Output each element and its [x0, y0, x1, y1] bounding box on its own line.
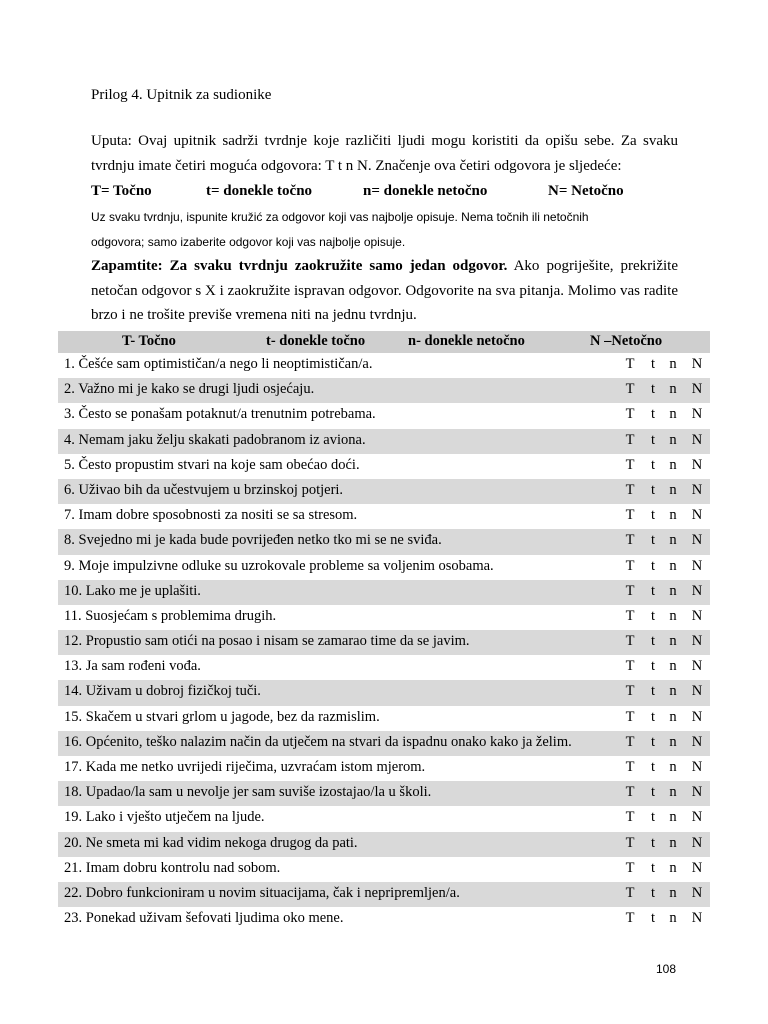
answer-option-true[interactable]: T: [625, 607, 635, 624]
answer-option-true[interactable]: T: [625, 582, 635, 599]
answer-option-somewhat-true[interactable]: t: [650, 381, 656, 398]
question-text: 7. Imam dobre sposobnosti za nositi se sa stresom.: [64, 507, 358, 524]
answer-option-false[interactable]: N: [691, 784, 703, 801]
answer-option-somewhat-false[interactable]: n: [669, 582, 677, 599]
answer-option-somewhat-true[interactable]: t: [650, 834, 656, 851]
header-true: T- Točno: [122, 333, 176, 349]
answer-option-somewhat-true[interactable]: t: [650, 759, 656, 775]
answer-option-somewhat-true[interactable]: t: [650, 532, 656, 549]
answer-option-somewhat-true[interactable]: t: [650, 683, 656, 700]
instructions-line-1: Uputa: Ovaj upitnik sadrži tvrdnje koje različiti ljudi mogu koristiti da opišu sebe. Za svaku: [91, 133, 678, 149]
answer-option-somewhat-true[interactable]: t: [650, 406, 656, 423]
question-text: 2. Važno mi je kako se drugi ljudi osjećaju.: [64, 381, 315, 398]
question-text: 11. Suosjećam s problemima drugih.: [64, 607, 277, 624]
answer-option-false[interactable]: N: [691, 456, 703, 473]
answer-option-false[interactable]: N: [691, 809, 703, 826]
answer-option-true[interactable]: T: [625, 859, 635, 876]
question-text: 8. Svejedno mi je kada bude povrijeđen netko tko mi se ne sviđa.: [64, 532, 442, 549]
remember-rest: Ako pogriješite, prekrižite netočan odgovor s X i zaokružite ispravan odgovor. Odgovorite na sva pitanja. Molimo vas radite brzo i ne trošite previše vremena niti na jednu tvrdnju.: [91, 258, 678, 323]
answer-option-true[interactable]: T: [625, 784, 635, 801]
table-row: [58, 403, 710, 428]
question-text: 17. Kada me netko uvrijedi riječima, uzvraćam istom mjerom.: [64, 759, 426, 775]
answer-option-somewhat-false[interactable]: n: [669, 381, 677, 398]
question-text: 23. Ponekad uživam šefovati ljudima oko mene.: [64, 910, 344, 927]
table-row: [58, 605, 710, 630]
question-text: 13. Ja sam rođeni vođa.: [64, 658, 201, 675]
question-text: 3. Često se ponašam potaknut/a trenutnim potrebama.: [64, 406, 376, 423]
answer-option-somewhat-false[interactable]: n: [669, 884, 677, 901]
answer-option-false[interactable]: N: [691, 507, 703, 524]
table-row: [58, 806, 710, 831]
table-row: [58, 353, 710, 378]
answer-option-false[interactable]: N: [691, 633, 703, 650]
answer-option-somewhat-true[interactable]: t: [650, 557, 656, 574]
answer-option-somewhat-true[interactable]: t: [650, 481, 656, 498]
table-row: [58, 630, 710, 655]
answer-option-true[interactable]: T: [625, 507, 635, 524]
question-text: 12. Propustio sam otići na posao i nisam se zamarao time da se javim.: [64, 633, 470, 650]
answer-option-somewhat-true[interactable]: t: [650, 507, 656, 524]
answer-option-true[interactable]: T: [625, 532, 635, 549]
table-row: [58, 429, 710, 454]
answer-option-somewhat-false[interactable]: n: [669, 633, 677, 650]
legend-false: N= Netočno: [548, 183, 624, 199]
answer-option-true[interactable]: T: [625, 356, 635, 372]
answer-option-somewhat-false[interactable]: n: [669, 683, 677, 700]
answer-option-false[interactable]: N: [691, 481, 703, 498]
answer-option-somewhat-false[interactable]: n: [669, 658, 677, 675]
answer-option-true[interactable]: T: [625, 884, 635, 901]
answer-option-false[interactable]: N: [691, 733, 703, 750]
table-row: [58, 378, 710, 403]
question-text: 16. Općenito, teško nalazim način da utječem na stvari da ispadnu onako kako ja želim.: [64, 733, 572, 750]
answer-option-somewhat-false[interactable]: n: [669, 708, 677, 725]
instructions-paragraph: [91, 129, 678, 178]
table-row: [58, 479, 710, 504]
answer-option-somewhat-true[interactable]: t: [650, 859, 656, 876]
answer-option-true[interactable]: T: [625, 557, 635, 574]
answer-option-somewhat-true[interactable]: t: [650, 733, 656, 750]
answer-option-false[interactable]: N: [691, 557, 703, 574]
table-row: [58, 706, 710, 731]
table-row: [58, 781, 710, 806]
answer-option-somewhat-false[interactable]: n: [669, 507, 677, 524]
note-line-1: Uz svaku tvrdnju, ispunite kružić za odgovor koji vas najbolje opisuje. Nema točnih ili netočnih: [91, 210, 589, 224]
header-somewhat-true: t- donekle točno: [266, 333, 366, 349]
answer-option-somewhat-false[interactable]: n: [669, 356, 677, 372]
table-row: [58, 454, 710, 479]
answer-option-false[interactable]: N: [691, 910, 703, 927]
answer-option-somewhat-true[interactable]: t: [650, 784, 656, 801]
answer-option-false[interactable]: N: [691, 532, 703, 549]
question-text: 5. Često propustim stvari na koje sam obećao doći.: [64, 456, 360, 473]
remember-bold: Zapamtite: Za svaku tvrdnju zaokružite samo jedan odgovor.: [91, 258, 508, 274]
answer-option-false[interactable]: N: [691, 381, 703, 398]
answer-option-false[interactable]: N: [691, 683, 703, 700]
answer-option-somewhat-false[interactable]: n: [669, 759, 677, 775]
table-row: [58, 857, 710, 882]
table-row: [58, 756, 710, 781]
answer-option-false[interactable]: N: [691, 884, 703, 901]
answer-option-false[interactable]: N: [691, 708, 703, 725]
answer-option-somewhat-true[interactable]: t: [650, 607, 656, 624]
answer-option-false[interactable]: N: [691, 356, 703, 372]
answer-option-somewhat-true[interactable]: t: [650, 809, 656, 826]
question-text: 1. Češće sam optimističan/a nego li neoptimističan/a.: [64, 356, 373, 372]
answer-option-true[interactable]: T: [625, 431, 635, 448]
remember-paragraph: [91, 254, 678, 328]
answer-option-somewhat-false[interactable]: n: [669, 532, 677, 549]
answer-option-false[interactable]: N: [691, 658, 703, 675]
page-heading: Prilog 4. Upitnik za sudionike: [91, 87, 272, 103]
table-row: [58, 504, 710, 529]
answer-option-false[interactable]: N: [691, 582, 703, 599]
answer-option-somewhat-true[interactable]: t: [650, 431, 656, 448]
answer-option-somewhat-false[interactable]: n: [669, 834, 677, 851]
answer-option-true[interactable]: T: [625, 708, 635, 725]
answer-option-true[interactable]: T: [625, 683, 635, 700]
answer-option-somewhat-true[interactable]: t: [650, 910, 656, 927]
answer-option-true[interactable]: T: [625, 759, 635, 775]
note-line-2: odgovora; samo izaberite odgovor koji vas najbolje opisuje.: [91, 234, 406, 249]
question-text: 19. Lako i vješto utječem na ljude.: [64, 809, 265, 826]
answer-option-somewhat-true[interactable]: t: [650, 356, 656, 372]
question-text: 15. Skačem u stvari grlom u jagode, bez da razmislim.: [64, 708, 380, 725]
answer-option-somewhat-true[interactable]: t: [650, 633, 656, 650]
question-text: 22. Dobro funkcioniram u novim situacijama, čak i nepripremljen/a.: [64, 884, 460, 901]
answer-option-somewhat-false[interactable]: n: [669, 784, 677, 801]
answer-option-somewhat-false[interactable]: n: [669, 859, 677, 876]
answer-option-somewhat-true[interactable]: t: [650, 582, 656, 599]
table-row: [58, 680, 710, 705]
answer-option-somewhat-true[interactable]: t: [650, 658, 656, 675]
answer-option-false[interactable]: N: [691, 759, 703, 775]
header-somewhat-false: n- donekle netočno: [408, 333, 525, 349]
question-text: 6. Uživao bih da učestvujem u brzinskoj potjeri.: [64, 481, 344, 498]
answer-option-somewhat-false[interactable]: n: [669, 557, 677, 574]
answer-option-true[interactable]: T: [625, 381, 635, 398]
answer-option-somewhat-false[interactable]: n: [669, 910, 677, 927]
legend-true: T= Točno: [91, 183, 152, 199]
answer-option-true[interactable]: T: [625, 834, 635, 851]
table-row: [58, 655, 710, 680]
answer-option-somewhat-false[interactable]: n: [669, 481, 677, 498]
table-row: [58, 731, 710, 756]
question-text: 14. Uživam u dobroj fizičkoj tuči.: [64, 683, 261, 700]
answer-option-true[interactable]: T: [625, 733, 635, 750]
question-text: 10. Lako me je uplašiti.: [64, 582, 201, 599]
legend-somewhat-false: n= donekle netočno: [363, 183, 488, 199]
answer-option-true[interactable]: T: [625, 809, 635, 826]
questionnaire-table: [58, 331, 710, 932]
answer-option-false[interactable]: N: [691, 431, 703, 448]
legend-somewhat-true: t= donekle točno: [206, 183, 313, 199]
question-text: 18. Upadao/la sam u nevolje jer sam suviše izostajao/la u školi.: [64, 784, 432, 801]
answer-option-false[interactable]: N: [691, 859, 703, 876]
answer-option-true[interactable]: T: [625, 633, 635, 650]
fill-circle-note: [91, 205, 691, 254]
answer-option-false[interactable]: N: [691, 406, 703, 423]
question-text: 21. Imam dobru kontrolu nad sobom.: [64, 859, 281, 876]
answer-option-false[interactable]: N: [691, 834, 703, 851]
question-rows: [58, 353, 710, 932]
answer-option-true[interactable]: T: [625, 658, 635, 675]
answer-option-true[interactable]: T: [625, 456, 635, 473]
table-header: [58, 331, 710, 353]
answer-option-somewhat-false[interactable]: n: [669, 406, 677, 423]
answer-option-somewhat-false[interactable]: n: [669, 456, 677, 473]
header-false: N –Netočno: [590, 333, 663, 349]
question-text: 9. Moje impulzivne odluke su uzrokovale probleme sa voljenim osobama.: [64, 557, 494, 574]
answer-option-somewhat-false[interactable]: n: [669, 431, 677, 448]
answer-option-somewhat-true[interactable]: t: [650, 708, 656, 725]
answer-option-somewhat-true[interactable]: t: [650, 456, 656, 473]
answer-option-true[interactable]: T: [625, 406, 635, 423]
table-row: [58, 882, 710, 907]
table-row: [58, 832, 710, 857]
page-number: 108: [656, 962, 677, 976]
question-text: 4. Nemam jaku želju skakati padobranom iz aviona.: [64, 431, 366, 448]
table-row: [58, 529, 710, 554]
question-text: 20. Ne smeta mi kad vidim nekoga drugog da pati.: [64, 834, 358, 851]
instructions-line-2: tvrdnju imate četiri moguća odgovora: T t n N. Značenje ova četiri odgovora je sljedeće:: [91, 157, 622, 174]
answer-option-true[interactable]: T: [625, 481, 635, 498]
answer-option-somewhat-true[interactable]: t: [650, 884, 656, 901]
answer-option-somewhat-false[interactable]: n: [669, 733, 677, 750]
table-row: [58, 555, 710, 580]
answer-option-somewhat-false[interactable]: n: [669, 607, 677, 624]
table-row: [58, 580, 710, 605]
answer-option-false[interactable]: N: [691, 607, 703, 624]
answer-option-somewhat-false[interactable]: n: [669, 809, 677, 826]
answer-option-true[interactable]: T: [625, 910, 635, 927]
table-row: [58, 907, 710, 932]
